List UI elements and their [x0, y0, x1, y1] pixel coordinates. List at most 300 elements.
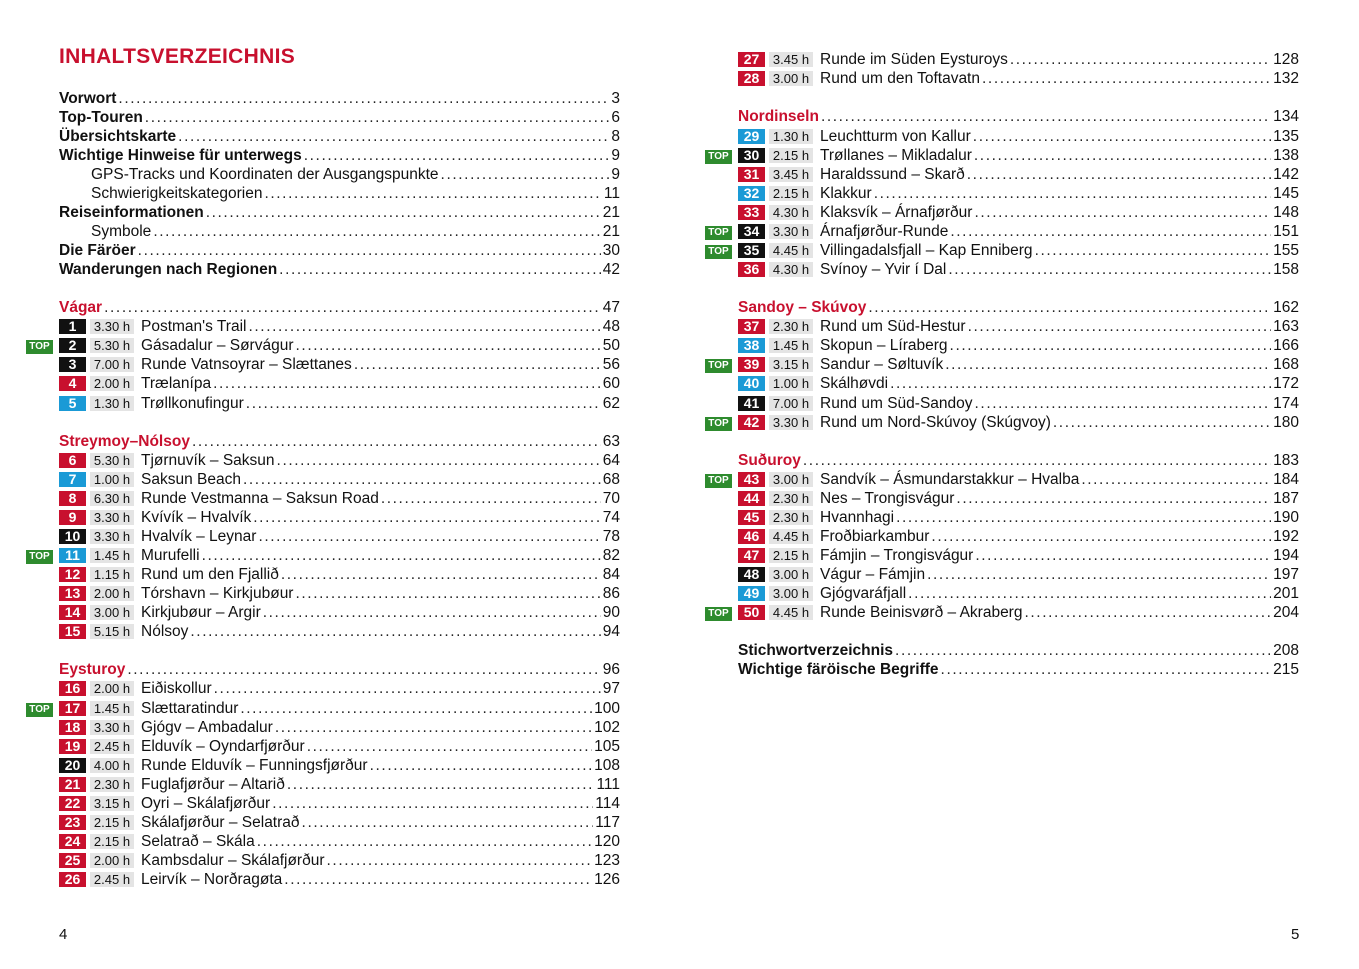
dot-leader — [945, 355, 1271, 374]
tour-number-badge: 49 — [738, 586, 765, 601]
entry-title: Trøllanes – Mikladalur — [820, 147, 972, 164]
tour-number-badge: 3 — [59, 357, 86, 372]
entry-title: Elduvík – Oyndarfjørður — [141, 738, 305, 755]
toc-tour-entry — [59, 737, 620, 756]
entry-title: Runde im Süden Eysturoys — [820, 51, 1008, 68]
page-number: 135 — [1273, 128, 1299, 145]
page-number: 215 — [1273, 661, 1299, 678]
dot-leader — [908, 584, 1271, 603]
dot-leader — [118, 89, 609, 108]
page-number: 11 — [603, 185, 620, 202]
dot-leader — [277, 451, 601, 470]
toc-tour-entry — [738, 50, 1299, 69]
toc-tour-entry — [29, 546, 620, 565]
page-number: 187 — [1273, 490, 1299, 507]
tour-number-badge: 23 — [59, 815, 86, 830]
toc-tour-entry — [738, 69, 1299, 88]
page-number: 155 — [1273, 242, 1299, 259]
tour-number-badge: 32 — [738, 186, 765, 201]
page-number: 142 — [1273, 166, 1299, 183]
tour-number-badge: 6 — [59, 453, 86, 468]
tour-number-badge: 35 — [738, 243, 765, 258]
toc-tour-entry — [708, 355, 1299, 374]
page-number: 90 — [602, 604, 620, 621]
dot-leader — [127, 660, 600, 679]
tour-number-badge: 34 — [738, 224, 765, 239]
toc-entry — [59, 108, 620, 127]
top-badge: TOP — [705, 607, 732, 621]
entry-title: Selatrað – Skála — [141, 833, 255, 850]
page-number: 172 — [1273, 375, 1299, 392]
toc-tour-entry — [59, 603, 620, 622]
top-badge: TOP — [26, 703, 53, 717]
tour-number-badge: 50 — [738, 605, 765, 620]
toc-tour-entry — [738, 489, 1299, 508]
dot-leader — [370, 756, 593, 775]
tour-number-badge: 21 — [59, 777, 86, 792]
page-number: 94 — [602, 623, 620, 640]
page-number: 120 — [594, 833, 620, 850]
dot-leader — [295, 584, 600, 603]
toc-entry — [59, 165, 620, 184]
toc-tour-entry — [738, 260, 1299, 279]
page-number: 60 — [602, 375, 620, 392]
tour-duration: 3.45 h — [769, 52, 813, 67]
page-number: 163 — [1273, 318, 1299, 335]
page-number: 82 — [602, 547, 620, 564]
page-number: 84 — [602, 566, 620, 583]
dot-leader — [973, 127, 1271, 146]
page-number: 97 — [602, 680, 620, 697]
folio-right: 5 — [1291, 926, 1300, 943]
dot-leader — [281, 565, 601, 584]
tour-duration: 2.45 h — [90, 739, 134, 754]
entry-title: Streymoy–Nólsoy — [59, 433, 190, 450]
tour-duration: 1.00 h — [90, 472, 134, 487]
entry-title: Skálhøvdi — [820, 375, 889, 392]
tour-duration: 3.45 h — [769, 167, 813, 182]
tour-duration: 4.30 h — [769, 205, 813, 220]
tour-number-badge: 36 — [738, 262, 765, 277]
tour-number-badge: 12 — [59, 567, 86, 582]
page-number: 68 — [602, 471, 620, 488]
dot-leader — [287, 775, 595, 794]
toc-region-heading — [738, 107, 1299, 126]
page-number: 64 — [602, 452, 620, 469]
entry-title: Vorwort — [59, 90, 117, 107]
entry-title: Gásadalur – Sørvágur — [141, 337, 294, 354]
toc-tour-entry — [59, 756, 620, 775]
tour-duration: 6.30 h — [90, 491, 134, 506]
tour-duration: 5.30 h — [90, 453, 134, 468]
tour-number-badge: 14 — [59, 605, 86, 620]
page-number: 70 — [602, 490, 620, 507]
page-number: 9 — [611, 166, 620, 183]
dot-leader — [950, 222, 1271, 241]
tour-number-badge: 17 — [59, 701, 86, 716]
dot-leader — [240, 699, 592, 718]
page-number: 134 — [1273, 108, 1299, 125]
toc-region-heading — [738, 451, 1299, 470]
tour-duration: 2.00 h — [90, 586, 134, 601]
tour-duration: 5.30 h — [90, 338, 134, 353]
dot-leader — [803, 451, 1271, 470]
toc-tour-entry — [738, 336, 1299, 355]
dot-leader — [354, 355, 601, 374]
tour-number-badge: 27 — [738, 52, 765, 67]
dot-leader — [956, 489, 1271, 508]
tour-number-badge: 1 — [59, 319, 86, 334]
entry-title: Nólsoy — [141, 623, 189, 640]
tour-duration: 3.30 h — [769, 415, 813, 430]
dot-leader — [890, 374, 1271, 393]
dot-leader — [248, 317, 600, 336]
tour-number-badge: 28 — [738, 71, 765, 86]
dot-leader — [381, 489, 601, 508]
page-number: 111 — [596, 776, 620, 793]
tour-number-badge: 2 — [59, 338, 86, 353]
tour-number-badge: 16 — [59, 681, 86, 696]
tour-number-badge: 37 — [738, 319, 765, 334]
tour-number-badge: 46 — [738, 529, 765, 544]
toc-tour-entry — [738, 527, 1299, 546]
toc-entry — [59, 184, 620, 203]
dot-leader — [263, 603, 601, 622]
entry-title: Rund um Nord-Skúvoy (Skúgvoy) — [820, 414, 1051, 431]
toc-region-heading — [59, 432, 620, 451]
page-number: 208 — [1273, 642, 1299, 659]
toc-tour-entry — [738, 165, 1299, 184]
toc-entry — [738, 660, 1299, 679]
tour-duration: 2.15 h — [769, 548, 813, 563]
tour-number-badge: 48 — [738, 567, 765, 582]
page-number: 162 — [1273, 299, 1299, 316]
page-number: 197 — [1273, 566, 1299, 583]
tour-duration: 3.30 h — [90, 529, 134, 544]
dot-leader — [1053, 413, 1271, 432]
tour-number-badge: 22 — [59, 796, 86, 811]
page-number: 183 — [1273, 452, 1299, 469]
dot-leader — [1081, 470, 1271, 489]
toc-tour-entry — [29, 699, 620, 718]
page-number: 132 — [1273, 70, 1299, 87]
tour-number-badge: 41 — [738, 396, 765, 411]
page-number: 6 — [611, 109, 620, 126]
tour-number-badge: 8 — [59, 491, 86, 506]
entry-title: Villingadalsfjall – Kap Enniberg — [820, 242, 1033, 259]
entry-title: Saksun Beach — [141, 471, 241, 488]
tour-duration: 5.15 h — [90, 624, 134, 639]
tour-duration: 4.45 h — [769, 605, 813, 620]
dot-leader — [253, 508, 601, 527]
tour-duration: 3.00 h — [90, 605, 134, 620]
toc-tour-entry — [29, 336, 620, 355]
dot-leader — [214, 679, 601, 698]
dot-leader — [202, 546, 601, 565]
dot-leader — [982, 69, 1271, 88]
entry-title: Wichtige färöische Begriffe — [738, 661, 939, 678]
toc-tour-entry — [59, 489, 620, 508]
dot-leader — [975, 546, 1271, 565]
toc-tour-entry — [59, 622, 620, 641]
entry-title: Skopun – Líraberg — [820, 337, 948, 354]
entry-title: Runde Elduvík – Funningsfjørður — [141, 757, 368, 774]
top-badge: TOP — [705, 150, 732, 164]
entry-title: Klakkur — [820, 185, 872, 202]
tour-duration: 3.15 h — [90, 796, 134, 811]
entry-title: Rund um Süd-Sandoy — [820, 395, 973, 412]
tour-duration: 7.00 h — [90, 357, 134, 372]
tour-duration: 2.30 h — [769, 510, 813, 525]
toc-tour-entry — [59, 832, 620, 851]
tour-duration: 1.30 h — [769, 129, 813, 144]
entry-title: Leirvík – Norðragøta — [141, 871, 283, 888]
tour-number-badge: 33 — [738, 205, 765, 220]
tour-duration: 4.30 h — [769, 262, 813, 277]
entry-title: Top-Touren — [59, 109, 143, 126]
tour-duration: 2.15 h — [769, 186, 813, 201]
tour-duration: 3.30 h — [90, 319, 134, 334]
dot-leader — [178, 127, 609, 146]
dot-leader — [153, 222, 600, 241]
top-badge: TOP — [705, 359, 732, 373]
tour-duration: 3.30 h — [90, 510, 134, 525]
dot-leader — [950, 336, 1272, 355]
tour-number-badge: 13 — [59, 586, 86, 601]
dot-leader — [1035, 241, 1272, 260]
entry-title: Kambsdalur – Skálafjørður — [141, 852, 325, 869]
entry-title: Kirkjubøur – Argir — [141, 604, 261, 621]
toc-tour-entry — [708, 146, 1299, 165]
tour-number-badge: 18 — [59, 720, 86, 735]
entry-title: Wanderungen nach Regionen — [59, 261, 278, 278]
toc-tour-entry — [738, 508, 1299, 527]
tour-number-badge: 39 — [738, 357, 765, 372]
page-number: 48 — [602, 318, 620, 335]
entry-title: Murufelli — [141, 547, 200, 564]
page-number: 168 — [1273, 356, 1299, 373]
page-number: 128 — [1273, 51, 1299, 68]
entry-title: Übersichtskarte — [59, 128, 177, 145]
toc-entry — [59, 146, 620, 165]
page-number: 105 — [594, 738, 620, 755]
toc-tour-entry — [59, 527, 620, 546]
entry-title: Rund um Süd-Hestur — [820, 318, 966, 335]
dot-leader — [246, 394, 601, 413]
entry-title: Tjørnuvík – Saksun — [141, 452, 275, 469]
tour-duration: 2.15 h — [769, 148, 813, 163]
page-number: 190 — [1273, 509, 1299, 526]
dot-leader — [927, 565, 1271, 584]
entry-title: Runde Vatnsoyrar – Slættanes — [141, 356, 352, 373]
entry-title: Klaksvík – Árnafjørður — [820, 204, 973, 221]
toc-tour-entry — [59, 584, 620, 603]
page-number: 78 — [602, 528, 620, 545]
toc-entry — [59, 241, 620, 260]
toc-tour-entry — [59, 565, 620, 584]
tour-duration: 2.30 h — [769, 491, 813, 506]
entry-title: Hvalvík – Leynar — [141, 528, 257, 545]
tour-duration: 3.00 h — [769, 567, 813, 582]
entry-title: GPS-Tracks und Koordinaten der Ausgangspunkte — [91, 166, 439, 183]
entry-title: Sandoy – Skúvoy — [738, 299, 867, 316]
dot-leader — [243, 470, 601, 489]
tour-duration: 3.15 h — [769, 357, 813, 372]
dot-leader — [931, 527, 1271, 546]
page-number: 96 — [602, 661, 620, 678]
entry-title: Nordinseln — [738, 108, 819, 125]
page-number: 42 — [602, 261, 620, 278]
entry-title: Kvívík – Hvalvík — [141, 509, 252, 526]
toc-entry — [59, 203, 620, 222]
tour-number-badge: 24 — [59, 834, 86, 849]
page-number: 8 — [611, 128, 620, 145]
toc-tour-entry — [738, 374, 1299, 393]
toc-tour-entry — [738, 184, 1299, 203]
entry-title: Suðuroy — [738, 452, 801, 469]
entry-title: Runde Vestmanna – Saksun Road — [141, 490, 379, 507]
dot-leader — [975, 394, 1272, 413]
entry-title: Symbole — [91, 223, 152, 240]
dot-leader — [307, 737, 592, 756]
dot-leader — [968, 317, 1272, 336]
page-number: 166 — [1273, 337, 1299, 354]
top-badge: TOP — [705, 226, 732, 240]
toc-region-heading — [59, 660, 620, 679]
page-title: INHALTSVERZEICHNIS — [59, 45, 296, 68]
entry-title: Eysturoy — [59, 661, 126, 678]
entry-title: Slættaratindur — [141, 700, 239, 717]
tour-number-badge: 20 — [59, 758, 86, 773]
entry-title: Reiseinformationen — [59, 204, 204, 221]
tour-duration: 1.15 h — [90, 567, 134, 582]
tour-number-badge: 40 — [738, 376, 765, 391]
dot-leader — [145, 108, 610, 127]
toc-tour-entry — [738, 317, 1299, 336]
entry-title: Eiðiskollur — [141, 680, 212, 697]
page-number: 204 — [1273, 604, 1299, 621]
tour-duration: 1.30 h — [90, 396, 134, 411]
dot-leader — [302, 813, 594, 832]
page-number: 21 — [602, 204, 620, 221]
tour-number-badge: 4 — [59, 376, 86, 391]
page-number: 180 — [1273, 414, 1299, 431]
toc-tour-entry — [738, 394, 1299, 413]
dot-leader — [257, 832, 592, 851]
tour-number-badge: 47 — [738, 548, 765, 563]
entry-title: Wichtige Hinweise für unterwegs — [59, 147, 302, 164]
toc-region-heading — [738, 298, 1299, 317]
tour-duration: 2.30 h — [769, 319, 813, 334]
page-number: 3 — [611, 90, 620, 107]
entry-title: Trælanípa — [141, 375, 212, 392]
tour-duration: 2.15 h — [90, 834, 134, 849]
tour-duration: 3.30 h — [769, 224, 813, 239]
dot-leader — [941, 660, 1272, 679]
toc-tour-entry — [59, 470, 620, 489]
dot-leader — [896, 508, 1271, 527]
dot-leader — [264, 184, 601, 203]
dot-leader — [190, 622, 600, 641]
dot-leader — [258, 527, 600, 546]
top-badge: TOP — [26, 340, 53, 354]
dot-leader — [974, 203, 1271, 222]
dot-leader — [279, 260, 601, 279]
tour-number-badge: 19 — [59, 739, 86, 754]
tour-number-badge: 44 — [738, 491, 765, 506]
dot-leader — [284, 870, 592, 889]
tour-number-badge: 15 — [59, 624, 86, 639]
tour-number-badge: 42 — [738, 415, 765, 430]
dot-leader — [868, 298, 1271, 317]
toc-tour-entry — [708, 241, 1299, 260]
dot-leader — [192, 432, 601, 451]
page-number: 102 — [594, 719, 620, 736]
entry-title: Hvannhagi — [820, 509, 895, 526]
tour-duration: 2.45 h — [90, 872, 134, 887]
toc-entry — [59, 127, 620, 146]
toc-tour-entry — [738, 584, 1299, 603]
tour-duration: 1.45 h — [769, 338, 813, 353]
entry-title: Sandvík – Ásmundarstakkur – Hvalba — [820, 471, 1080, 488]
toc-region-heading — [59, 298, 620, 317]
tour-number-badge: 29 — [738, 129, 765, 144]
tour-number-badge: 10 — [59, 529, 86, 544]
entry-title: Gjógvaráfjall — [820, 585, 907, 602]
toc-tour-entry — [59, 374, 620, 393]
toc-tour-entry — [59, 718, 620, 737]
dot-leader — [275, 718, 592, 737]
entry-title: Fuglafjørður – Altarið — [141, 776, 285, 793]
top-badge: TOP — [26, 550, 53, 564]
dot-leader — [948, 260, 1271, 279]
folio-left: 4 — [59, 926, 68, 943]
page-number: 62 — [602, 395, 620, 412]
page-number: 201 — [1273, 585, 1299, 602]
tour-duration: 3.00 h — [769, 586, 813, 601]
toc-tour-entry — [59, 508, 620, 527]
tour-duration: 1.45 h — [90, 548, 134, 563]
tour-number-badge: 5 — [59, 396, 86, 411]
entry-title: Svínoy – Yvir í Dal — [820, 261, 947, 278]
tour-number-badge: 30 — [738, 148, 765, 163]
tour-number-badge: 11 — [59, 548, 86, 563]
tour-duration: 1.00 h — [769, 376, 813, 391]
tour-duration: 2.00 h — [90, 853, 134, 868]
tour-number-badge: 26 — [59, 872, 86, 887]
page-number: 151 — [1273, 223, 1299, 240]
tour-duration: 4.00 h — [90, 758, 134, 773]
toc-tour-entry — [59, 355, 620, 374]
dot-leader — [895, 641, 1271, 660]
entry-title: Skálafjørður – Selatrað — [141, 814, 300, 831]
entry-title: Haraldssund – Skarð — [820, 166, 965, 183]
dot-leader — [1010, 50, 1271, 69]
toc-entry — [59, 260, 620, 279]
dot-leader — [821, 107, 1271, 126]
page-number: 108 — [594, 757, 620, 774]
tour-duration: 1.45 h — [90, 701, 134, 716]
dot-leader — [1024, 603, 1271, 622]
page-number: 63 — [602, 433, 620, 450]
entry-title: Oyri – Skálafjørður — [141, 795, 271, 812]
tour-duration: 2.00 h — [90, 376, 134, 391]
entry-title: Nes – Trongisvágur — [820, 490, 955, 507]
toc-tour-entry — [738, 565, 1299, 584]
tour-duration: 2.15 h — [90, 815, 134, 830]
page-number: 56 — [602, 356, 620, 373]
page-number: 117 — [595, 814, 620, 831]
